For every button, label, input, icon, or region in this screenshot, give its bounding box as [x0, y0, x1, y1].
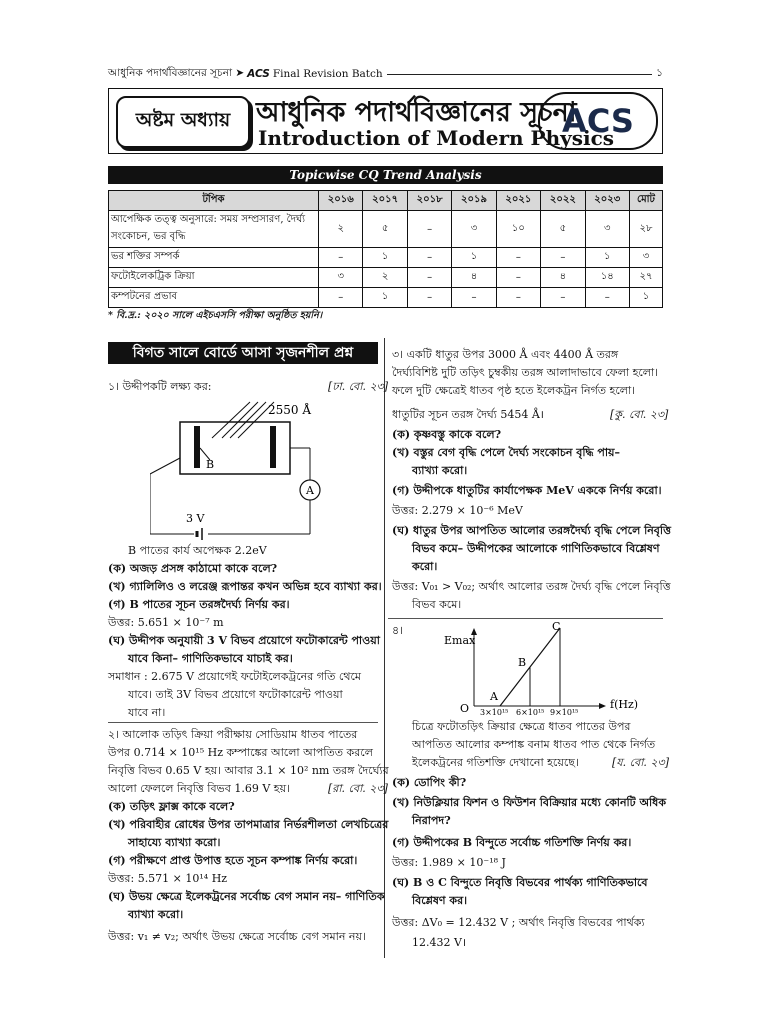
trend-row — [109, 211, 663, 248]
trend-header-cell: ২০২১ — [496, 191, 540, 211]
running-header-text: আধুনিক পদার্থবিজ্ঞানের সূচনা ➤ — [108, 66, 245, 79]
q3-answer-g: উত্তর: 2.279 × 10⁻⁶ MeV — [392, 504, 523, 517]
q4-answer-g: উত্তর: 1.989 × 10⁻¹⁸ J — [392, 856, 506, 869]
trend-topic-cell: কম্পটনের প্রভাব — [109, 288, 319, 308]
q4-y-label: Emax — [444, 634, 476, 647]
running-rule — [387, 74, 653, 75]
trend-count-cell: ১ — [585, 248, 629, 268]
q1-part-gh-1: (ঘ) উদ্দীপক অনুযায়ী 3 V বিভব প্রয়োগে ফটোকারেন্ট পাওয়া — [108, 634, 380, 647]
q4-part-kh-1: (খ) নিউক্লিয়ার ফিশন ও ফিউশন বিক্রিয়ার মধ্যে কোনটি অধিক — [392, 796, 667, 809]
q4-answer-gh-2: 12.432 V। — [412, 936, 467, 949]
q4-point-a: A — [490, 690, 498, 703]
trend-count-cell: ৪ — [541, 268, 585, 288]
q2-line-3: নিবৃত্তি বিভব 0.65 V হয়। আবার 3.1 × 10² nm তরঙ্গ দৈর্ঘ্যের — [108, 764, 389, 777]
q1-wavelength: 2550 Å — [268, 403, 312, 417]
running-batch: Final Revision Batch — [272, 68, 383, 80]
q1-part-g: (গ) B পাতের সূচন তরঙ্গদৈর্ঘ্য নির্ণয় কর। — [108, 598, 290, 611]
q4-line-1: চিত্রে ফটোতড়িৎ ক্রিয়ার ক্ষেত্রে ধাতব পাতের উপর — [412, 720, 631, 733]
trend-count-cell: – — [407, 288, 451, 308]
q4-part-g: (গ) উদ্দীপকের B বিন্দুতে সর্বোচ্চ গতিশক্তি নির্ণয় কর। — [392, 836, 632, 849]
q4-x-label: f(Hz) — [610, 698, 639, 711]
running-logo: ACS — [247, 68, 270, 80]
trend-count-cell: ৩ — [319, 268, 363, 288]
trend-count-cell: ৪ — [452, 268, 496, 288]
q4-tick-2: 6×10¹⁵ — [516, 708, 545, 716]
q2-part-g: (গ) পরীক্ষণে প্রাপ্ত উপাত্ত হতে সূচন কম্পাঙ্ক নির্ণয় করো। — [108, 854, 358, 867]
trend-count-cell: ৩ — [630, 248, 663, 268]
q3-part-g: (গ) উদ্দীপকে ধাতুটির কার্যাপেক্ষক MeV এককে নির্ণয় করো। — [392, 484, 662, 497]
q2-answer-g: উত্তর: 5.571 × 10¹⁴ Hz — [108, 872, 228, 885]
trend-count-cell: – — [496, 248, 540, 268]
q3-part-gh-2: বিভব কমে– উদ্দীপকের আলোকে গাণিতিকভাবে বিশ্লেষণ — [412, 542, 660, 555]
q3-answer-gh-1: উত্তর: V₀₁ > V₀₂; অর্থাৎ আলোর তরঙ্গ দৈর্ঘ্য বৃদ্ধি পেলে নিবৃত্তি — [392, 580, 671, 593]
trend-topic-cell: ভর শক্তির সম্পর্ক — [109, 248, 319, 268]
q-separator — [108, 722, 378, 723]
trend-header-cell: ২০১৮ — [407, 191, 451, 211]
q2-part-kh-2: সাহায্যে ব্যাখ্যা করো। — [128, 836, 221, 849]
q1-ammeter-label: A — [306, 484, 314, 497]
q4-part-k: (ক) ডোপিং কী? — [392, 776, 467, 789]
q1-part-gh-2: যাবে কিনা– গাণিতিকভাবে যাচাই কর। — [128, 652, 293, 665]
q1-work-function: B পাতের কার্য অপেক্ষক 2.2eV — [128, 544, 267, 557]
q2-cite: [রা. বো. ২৩] — [328, 782, 388, 795]
q1-part-kh: (খ) গ্যালিলিও ও লরেঞ্জ রূপান্তর কখন অভিন্ন হবে ব্যাখ্যা কর। — [108, 580, 382, 593]
q2-line-4: আলো ফেললে নিবৃত্তি বিভব 1.69 V হয়। — [108, 782, 290, 795]
trend-header-cell: ২০১৯ — [452, 191, 496, 211]
trend-note: * বি.দ্র.: ২০২০ সালে এইচএসসি পরীক্ষা অনুষ্ঠিত হয়নি। — [108, 310, 323, 321]
trend-header-cell: ২০১৬ — [319, 191, 363, 211]
q3-part-gh-1: (ঘ) ধাতুর উপর আপতিত আলোর তরঙ্গদৈর্ঘ্য বৃদ্ধি পেলে নিবৃত্তি — [392, 524, 671, 537]
trend-count-cell: – — [407, 268, 451, 288]
q-separator-right — [388, 618, 663, 619]
q4-part-gh-1: (ঘ) B ও C বিন্দুতে নিবৃত্তি বিভবের পার্থক্য গাণিতিকভাবে — [392, 876, 648, 889]
trend-count-cell: ৩ — [452, 211, 496, 248]
q4-part-kh-2: নিরাপদ? — [412, 814, 451, 827]
q1-plate-label: B — [206, 458, 215, 471]
trend-header-cell: টপিক — [109, 191, 319, 211]
q1-solution-2: যাবে। তাই 3V বিভব প্রয়োগে ফটোকারেন্ট পাওয়া — [128, 688, 343, 701]
q1-circuit-diagram — [150, 398, 360, 548]
trend-count-cell: ৫ — [363, 211, 407, 248]
q3-answer-gh-2: বিভব কমে। — [412, 598, 462, 611]
q1-cite: [ঢা. বো. ২৩] — [328, 380, 389, 393]
q4-point-c: C — [552, 620, 561, 633]
trend-count-cell: – — [452, 288, 496, 308]
q2-answer-gh: উত্তর: v₁ ≠ v₂; অর্থাৎ উভয় ক্ষেত্রে সর্বোচ্চ বেগ সমান নয়। — [108, 930, 366, 943]
trend-count-cell: ১০ — [496, 211, 540, 248]
trend-count-cell: – — [407, 248, 451, 268]
trend-count-cell: ৩ — [585, 211, 629, 248]
q3-part-kh-1: (খ) বস্তুর বেগ বৃদ্ধি পেলে দৈর্ঘ্য সংকোচন বৃদ্ধি পায়– — [392, 446, 621, 459]
q1-solution-1: সমাধান : 2.675 V প্রয়োগেই ফটোইলেকট্রনের গতি থেমে — [108, 670, 362, 683]
q4-point-b: B — [518, 656, 527, 669]
column-divider — [384, 338, 385, 958]
q4-graph — [440, 620, 640, 716]
q1-intro: ১। উদ্দীপকটি লক্ষ্য কর: — [108, 380, 212, 393]
trend-row — [109, 288, 663, 308]
q3-part-k: (ক) কৃষ্ণবস্তু কাকে বলে? — [392, 428, 502, 441]
q3-line-3: ফলে দুটি ক্ষেত্রেই ধাতব পৃষ্ঠ হতে ইলেকট্রন নির্গত হলো। — [392, 384, 636, 397]
trend-header-cell: ২০১৭ — [363, 191, 407, 211]
trend-count-cell: – — [496, 288, 540, 308]
q1-part-k: (ক) অজড় প্রসঙ্গ কাঠামো কাকে বলে? — [108, 562, 278, 575]
trend-table — [108, 190, 663, 308]
trend-count-cell: ১ — [363, 288, 407, 308]
q4-origin: O — [460, 702, 470, 715]
section-title: বিগত সালে বোর্ডে আসা সৃজনশীল প্রশ্ন — [108, 342, 378, 364]
chapter-badge: অষ্টম অধ্যায় — [116, 96, 250, 148]
trend-row — [109, 268, 663, 288]
trend-topic-cell: আপেক্ষিক তত্ত্ব অনুসারে: সময় সম্প্রসারণ, দৈর্ঘ্য সংকোচন, ভর বৃদ্ধি — [109, 211, 319, 248]
q2-line-2: উপর 0.714 × 10¹⁵ Hz কম্পাঙ্কের আলো আপতিত করলে — [108, 746, 373, 759]
trend-count-cell: – — [407, 211, 451, 248]
q4-tick-1: 3×10¹⁵ — [480, 708, 509, 716]
trend-header-cell: মোট — [630, 191, 663, 211]
trend-count-cell: ২৮ — [630, 211, 663, 248]
q4-line-2: আপতিত আলোর কম্পাঙ্ক বনাম ধাতব পাত থেকে নির্গত — [412, 738, 656, 751]
q3-part-kh-2: ব্যাখ্যা করো। — [412, 464, 468, 477]
page-number: ১ — [656, 66, 663, 79]
q2-part-kh-1: (খ) পরিবাহীর রোধের উপর তাপমাত্রার নির্ভরশীলতা লেখচিত্রের — [108, 818, 389, 831]
q2-part-gh-1: (ঘ) উভয় ক্ষেত্রে ইলেকট্রনের সর্বোচ্চ বেগ সমান নয়– গাণিতিক — [108, 890, 385, 903]
trend-count-cell: – — [496, 268, 540, 288]
q2-part-gh-2: ব্যাখ্যা করো। — [128, 908, 184, 921]
trend-count-cell: – — [319, 288, 363, 308]
trend-count-cell: – — [541, 288, 585, 308]
running-header — [108, 66, 663, 82]
chapter-title-en: Introduction of Modern Physics — [258, 126, 615, 150]
q4-line-3: ইলেকট্রনের গতিশক্তি দেখানো হয়েছে। — [412, 756, 579, 769]
trend-count-cell: ১ — [452, 248, 496, 268]
trend-header-cell: ২০২৩ — [585, 191, 629, 211]
q1-voltage-label: 3 V — [186, 512, 205, 525]
trend-header-cell: ২০২২ — [541, 191, 585, 211]
chapter-title-bn: আধুনিক পদার্থবিজ্ঞানের সূচনা — [256, 97, 577, 128]
q2-line-1: ২। আলোক তড়িৎ ক্রিয়া পরীক্ষায় সোডিয়াম ধাতব পাতের — [108, 728, 358, 741]
trend-count-cell: – — [585, 288, 629, 308]
trend-count-cell: ২৭ — [630, 268, 663, 288]
q4-cite: [য. বো. ২৩] — [612, 756, 669, 769]
trend-count-cell: ২ — [363, 268, 407, 288]
q4-part-gh-2: বিশ্লেষণ কর। — [412, 894, 468, 907]
q3-line-1: ৩। একটি ধাতুর উপর 3000 Å এবং 4400 Å তরঙ্গ — [392, 348, 619, 361]
trend-row — [109, 248, 663, 268]
q3-line-2: দৈর্ঘ্যবিশিষ্ট দুটি তড়িৎ চুম্বকীয় তরঙ্গ আলাদাভাবে ফেলা হলো। — [392, 366, 659, 379]
q3-cite: [কু. বো. ২৩] — [610, 408, 669, 421]
acs-logo — [538, 92, 658, 150]
trend-count-cell: ২ — [319, 211, 363, 248]
trend-count-cell: – — [319, 248, 363, 268]
q3-line-4: ধাতুটির সূচন তরঙ্গ দৈর্ঘ্য 5454 Å। — [392, 408, 544, 421]
trend-title: Topicwise CQ Trend Analysis — [108, 166, 663, 184]
trend-count-cell: ১৪ — [585, 268, 629, 288]
trend-count-cell: ৫ — [541, 211, 585, 248]
trend-count-cell: ১ — [363, 248, 407, 268]
trend-count-cell: ১ — [630, 288, 663, 308]
trend-topic-cell: ফটোইলেকট্রিক ক্রিয়া — [109, 268, 319, 288]
q2-part-k: (ক) তড়িৎ ফ্লাক্স কাকে বলে? — [108, 800, 235, 813]
q4-tick-3: 9×10¹⁵ — [550, 708, 579, 716]
acs-logo-text: ACS — [562, 102, 634, 140]
q4-number: ৪। — [392, 624, 404, 637]
q3-part-gh-3: করো। — [412, 560, 438, 573]
q1-answer-g: উত্তর: 5.651 × 10⁻⁷ m — [108, 616, 224, 629]
q4-answer-gh-1: উত্তর: ΔV₀ = 12.432 V ; অর্থাৎ নিবৃত্তি বিভবের পার্থক্য — [392, 916, 645, 929]
trend-count-cell: – — [541, 248, 585, 268]
q1-solution-3: যাবে না। — [128, 706, 166, 719]
